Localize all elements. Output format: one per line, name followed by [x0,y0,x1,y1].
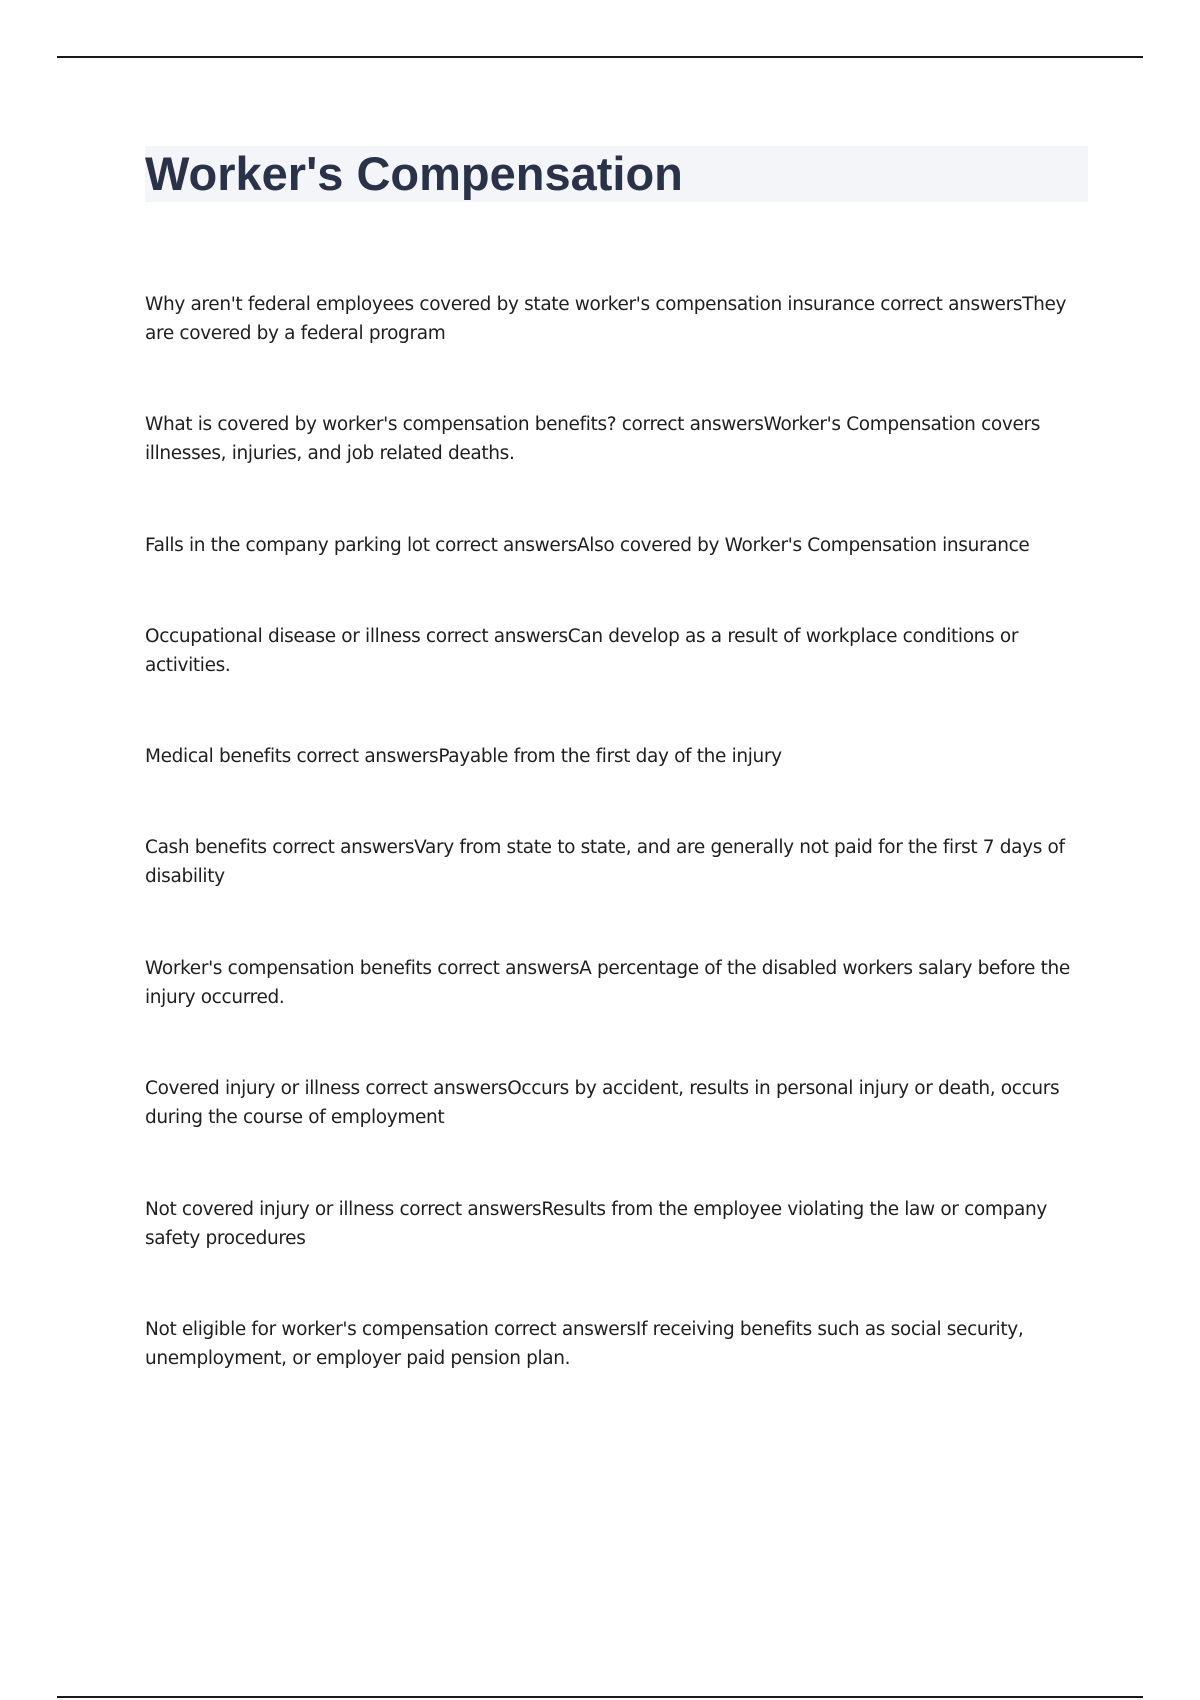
qa-item-7: Worker's compensation benefits correct answersA percentage of the disabled workers salary before the injury occurred. [145,958,1070,1008]
qa-item-2: What is covered by worker's compensation benefits? correct answersWorker's Compensation covers illnesses, injuries, and job related deaths. [145,414,1041,464]
qa-item-6: Cash benefits correct answersVary from state to state, and are generally not paid for the first 7 days of disability [145,837,1065,887]
page-title: Worker's Compensation [145,147,683,200]
top-divider [57,56,1143,58]
qa-item-5: Medical benefits correct answersPayable from the first day of the injury [145,746,782,767]
qa-item-8: Covered injury or illness correct answersOccurs by accident, results in personal injury or death, occurs during the course of employment [145,1078,1060,1128]
qa-item-10: Not eligible for worker's compensation correct answersIf receiving benefits such as social security, unemployment, or employer paid pension plan. [145,1319,1024,1369]
qa-item-1: Why aren't federal employees covered by state worker's compensation insurance correct answersThey are covered by a federal program [145,294,1067,344]
qa-item-4: Occupational disease or illness correct answersCan develop as a result of workplace conditions or activities. [145,626,1019,676]
qa-item-9: Not covered injury or illness correct answersResults from the employee violating the law or company safety procedures [145,1199,1047,1249]
qa-item-3: Falls in the company parking lot correct answersAlso covered by Worker's Compensation insurance [145,535,1030,556]
bottom-divider [57,1696,1143,1698]
title-banner [145,146,1088,202]
